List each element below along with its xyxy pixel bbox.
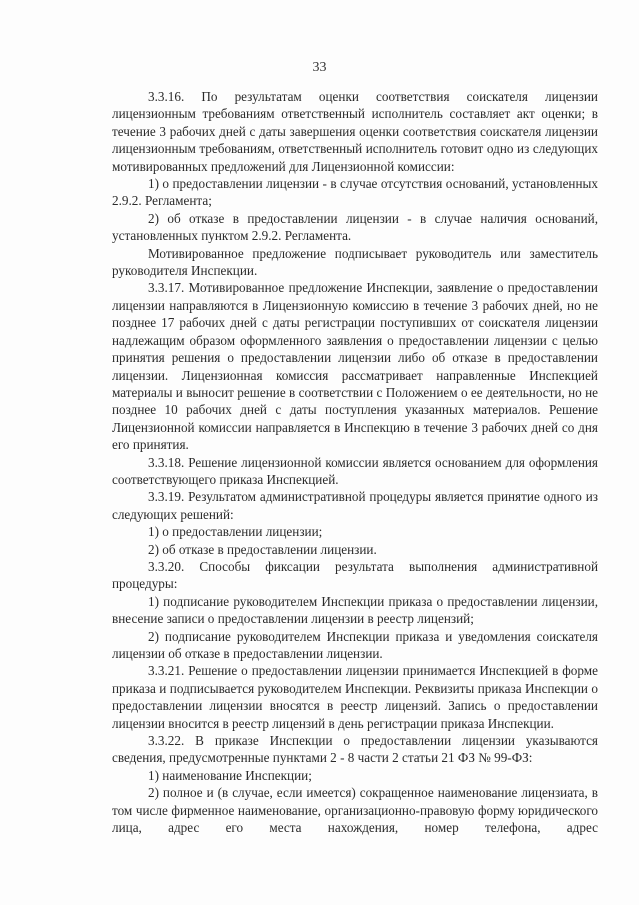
page-number: 33 xyxy=(312,60,327,75)
list-item-refuse-license: 2) об отказе в предоставлении лицензии - в случае наличия оснований, установленных пунктом 2.9.2. Регламента. xyxy=(112,210,598,244)
list-item-fixation-grant: 1) подписание руководителем Инспекции приказа о предоставлении лицензии, внесение записи о предоставлении лицензии в реестр лицензий; xyxy=(112,593,598,627)
paragraph-3-3-16: 3.3.16. По результатам оценки соответствия соискателя лицензии лицензионным требованиям ответственный исполнитель составляет акт оценки; в течение 3 рабочих дней с даты завершения оценки соответствия соискателя лицензии лицензионным требованиям, ответственный исполнитель готовит одно из следующих мотивированных предложений для Лицензионной комиссии: xyxy=(112,89,598,174)
list-item-inspection-name: 1) наименование Инспекции; xyxy=(148,767,312,783)
list-item-fixation-refuse: 2) подписание руководителем Инспекции приказа и уведомления соискателя лицензии об отказе в предоставлении лицензии. xyxy=(112,628,598,661)
paragraph-3-3-17: 3.3.17. Мотивированное предложение Инспекции, заявление о предоставлении лицензии направляются в Лицензионную комиссию в течение 3 рабочих дней, но не позднее 17 рабочих дней с даты регистрации поступивших от соискателя лицензии надлежащим образом оформленного заявления о предоставлении лицензии с целью принятия решения о предоставлении лицензии либо об отказе в предоставлении лицензии. Лицензионная комиссия рассматривает направленные Инспекцией материалы и выносит решение в соответствии с Положением о ее деятельности, но не позднее 10 рабочих дней с даты поступления указанных материалов. Решение Лицензионной комиссии направляется в Инспекцию в течение 3 рабочих дней со дня его принятия. xyxy=(112,280,598,453)
paragraph-3-3-19: 3.3.19. Результатом административной процедуры является принятие одного из следующих решений: xyxy=(112,489,598,522)
paragraph-3-3-20: 3.3.20. Способы фиксации результата выполнения административной процедуры: xyxy=(112,558,598,592)
paragraph-3-3-22: 3.3.22. В приказе Инспекции о предоставлении лицензии указываются сведения, предусмотренные пунктами 2 - 8 части 2 статьи 21 ФЗ № 99-ФЗ: xyxy=(112,733,598,766)
list-item-decision-refuse: 2) об отказе в предоставлении лицензии. xyxy=(148,541,377,557)
document-body xyxy=(112,88,598,836)
paragraph-signature-note: Мотивированное предложение подписывает руководитель или заместитель руководителя Инспекции. xyxy=(112,245,598,279)
list-item-licensee-name: 2) полное и (в случае, если имеется) сокращенное наименование лицензиата, в том числе фирменное наименование, организационно-правовую форму юридического лица, адрес его места нахождения, номер телефона, адрес xyxy=(112,785,598,836)
list-item-grant-license: 1) о предоставлении лицензии - в случае отсутствия оснований, установленных 2.9.2. Регламента; xyxy=(112,176,598,209)
list-item-decision-grant: 1) о предоставлении лицензии; xyxy=(148,524,323,540)
paragraph-3-3-21: 3.3.21. Решение о предоставлении лицензии принимается Инспекцией в форме приказа и подписывается руководителем Инспекции. Реквизиты приказа Инспекции о предоставлении лицензии вносятся в реестр лицензий. Запись о предоставлении лицензии вносится в реестр лицензий в день регистрации приказа Инспекции. xyxy=(112,663,598,731)
paragraph-3-3-18: 3.3.18. Решение лицензионной комиссии является основанием для оформления соответствующего приказа Инспекцией. xyxy=(112,454,598,487)
